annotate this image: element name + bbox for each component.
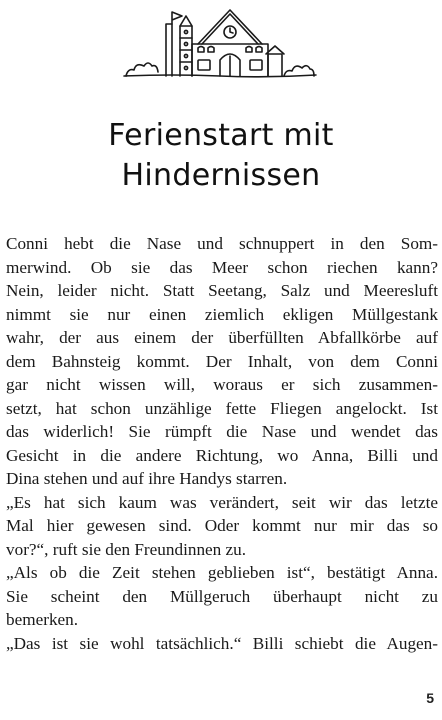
text-line: Nein, leider nicht. Statt Seetang, Salz und Meeresluft bbox=[6, 281, 438, 300]
body-text bbox=[6, 232, 438, 655]
text-line: wahr, der aus einem der überfüllten Abfallkörbe auf bbox=[6, 328, 438, 347]
text-line: bemerken. bbox=[6, 610, 79, 629]
text-line: nimmt sie nur einen ziemlich ekligen Müllgestank bbox=[6, 304, 438, 324]
station-building-illustration bbox=[122, 4, 318, 80]
text-line: vor?“, ruft sie den Freundinnen zu. bbox=[6, 539, 247, 559]
text-line: „Das ist sie wohl tatsächlich.“ Billi schiebt die Augen- bbox=[6, 633, 438, 653]
text-line: merwind. Ob sie das Meer schon riechen kann? bbox=[6, 257, 438, 277]
text-line: Sie scheint den Müllgeruch überhaupt nicht zu bbox=[6, 586, 438, 606]
text-line: gar nicht wissen will, woraus er sich zusammen- bbox=[6, 375, 438, 394]
text-line: Mal hier gewesen sind. Oder kommt nur mir das so bbox=[6, 516, 438, 535]
chapter-title-line-1: Ferienstart mit bbox=[108, 118, 334, 153]
text-line: „Als ob die Zeit stehen geblieben ist“, bestätigt Anna. bbox=[6, 563, 438, 582]
page-number: 5 bbox=[426, 690, 434, 706]
chapter-title bbox=[0, 116, 442, 196]
text-line: Gesicht in die andere Richtung, wo Anna, Billi und bbox=[6, 445, 438, 465]
text-line: Dina stehen und auf ihre Handys starren. bbox=[6, 469, 288, 488]
text-line: Conni hebt die Nase und schnuppert in den Som- bbox=[6, 234, 438, 253]
text-line: „Es hat sich kaum was verändert, seit wir das letzte bbox=[6, 492, 438, 512]
text-line: setzt, hat schon unzählige fette Fliegen angelockt. Ist bbox=[6, 398, 438, 418]
text-line: dem Bahnsteig kommt. Der Inhalt, von dem Conni bbox=[6, 351, 438, 371]
text-line: das widerlich! Sie rümpft die Nase und wendet das bbox=[6, 422, 438, 441]
chapter-title-line-2: Hindernissen bbox=[121, 158, 321, 193]
